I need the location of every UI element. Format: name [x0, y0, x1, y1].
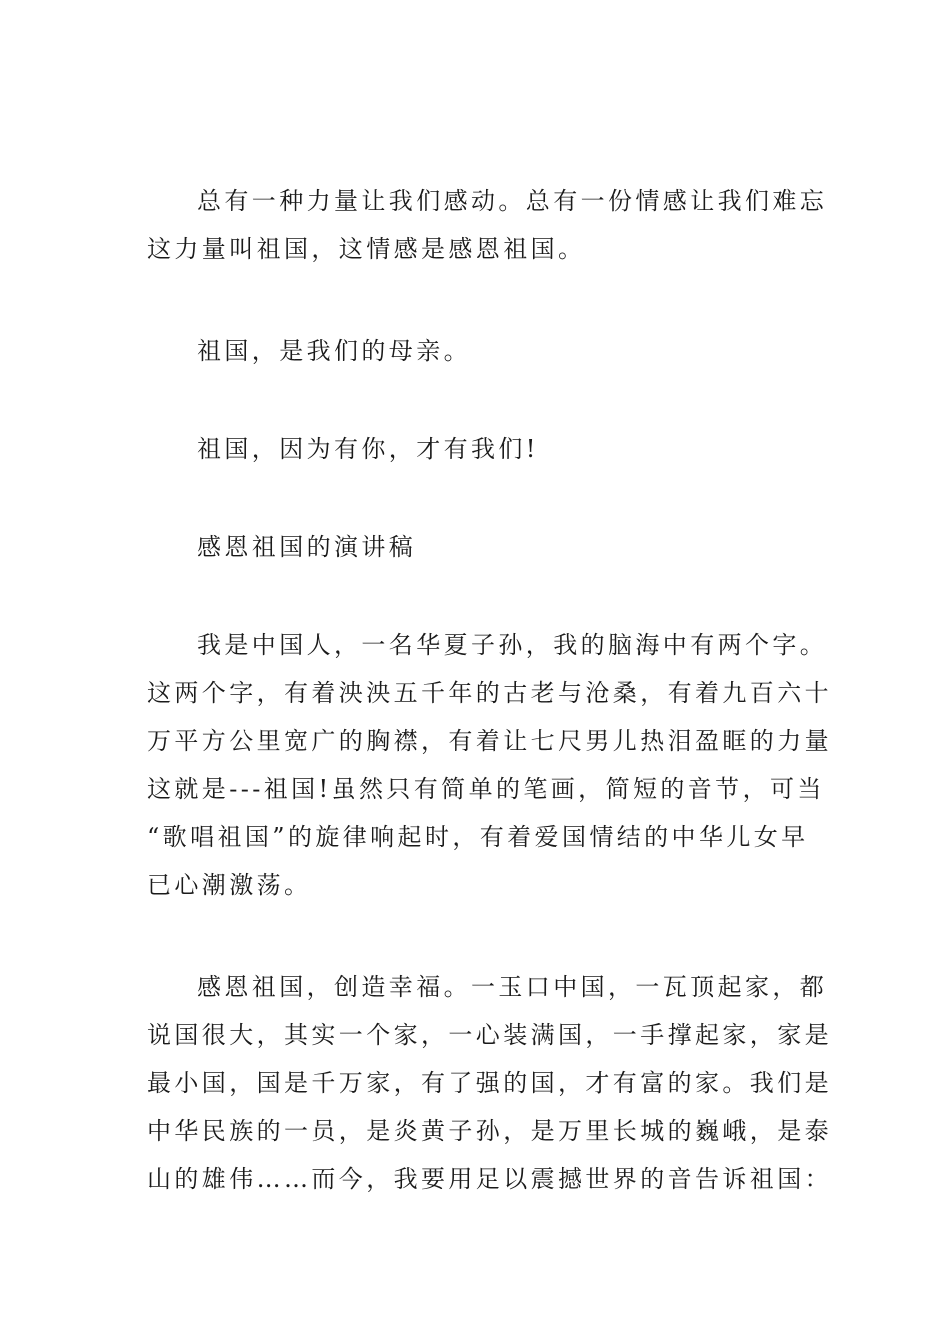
section-title-text: 感恩祖国的演讲稿 [197, 533, 417, 561]
paragraph-line: 这就是---祖国!虽然只有简单的笔画，简短的音节，可当 [147, 775, 825, 803]
paragraph-line: 万平方公里宽广的胸襟，有着让七尺男儿热泪盈眶的力量 [147, 727, 832, 755]
paragraph-line: 总有一种力量让我们感动。总有一份情感让我们难忘 [197, 187, 828, 215]
paragraph-line: 中华民族的一员，是炎黄子孙，是万里长城的巍峨，是泰 [147, 1117, 832, 1145]
paragraph-line: 祖国，是我们的母亲。 [197, 337, 471, 365]
paragraph-line: “歌唱祖国”的旋律响起时，有着爱国情结的中华儿女早 [147, 823, 809, 851]
paragraph-chinese-identity [147, 621, 832, 909]
paragraph-line: 这两个字，有着泱泱五千年的古老与沧桑，有着九百六十 [147, 679, 832, 707]
paragraph-line: 祖国，因为有你，才有我们! [197, 435, 539, 463]
paragraph-line: 最小国，国是千万家，有了强的国，才有富的家。我们是 [147, 1069, 832, 1097]
paragraph-intro [147, 177, 828, 273]
paragraph-line: 已心潮激荡。 [147, 871, 312, 899]
paragraph-line: 这力量叫祖国，这情感是感恩祖国。 [147, 235, 586, 263]
paragraph-line: 山的雄伟……而今，我要用足以震撼世界的音告诉祖国： [147, 1165, 832, 1193]
paragraph-create-happiness [147, 963, 832, 1203]
paragraph-line: 感恩祖国，创造幸福。一玉口中国，一瓦顶起家，都 [197, 973, 828, 1001]
paragraph-line: 我是中国人，一名华夏子孙，我的脑海中有两个字。 [197, 631, 828, 659]
paragraph-because-of-you [147, 425, 805, 473]
section-title [147, 523, 805, 571]
paragraph-mother [147, 327, 805, 375]
paragraph-line: 说国很大，其实一个家，一心装满国，一手撑起家，家是 [147, 1021, 832, 1049]
